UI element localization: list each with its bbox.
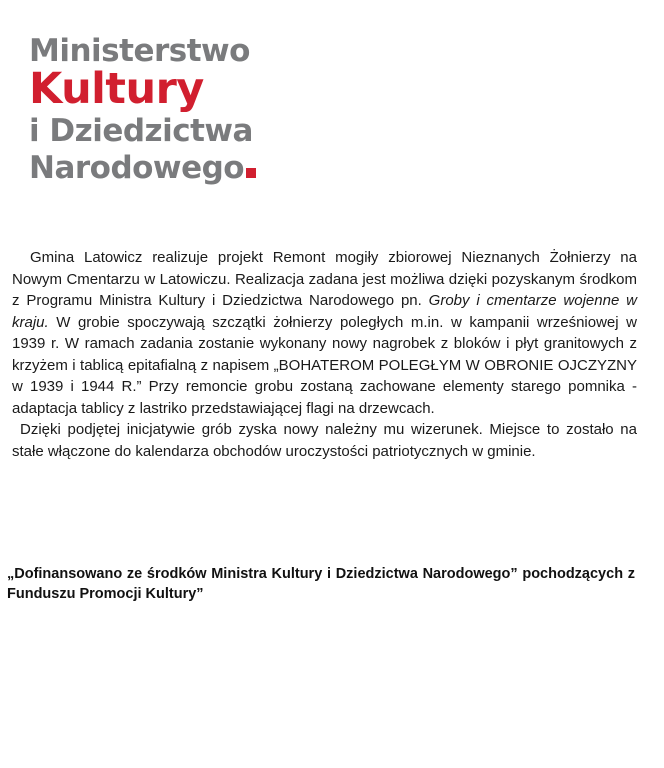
paragraph-project-part2: W grobie spoczywają szczątki żołnierzy poległych m.in. w kampanii wrześniowej w 1939 r. W ramach zadania zostanie wykonany nowy nagrobek z bloków i płyt granitowych z krzyżem i tablicą epitafialną z napisem „BOHATEROM POLEGŁYM W OBRONIE OJCZYZNY w 1939 i 1944 R.” Przy remoncie grobu zostaną zachowane elementy starego pomnika - adaptacja tablicy z lastriko przedstawiającej flagi na drzewcach. (12, 313, 637, 417)
logo-line-kultury: Kultury (29, 64, 204, 114)
funding-notice: „Dofinansowano ze środków Ministra Kultury i Dziedzictwa Narodowego” pochodzących z Funduszu Promocji Kultury” (7, 566, 635, 602)
paragraph-initiative: Dzięki podjętej inicjatywie grób zyska nowy należny mu wizerunek. Miejsce to zostało na stałe włączone do kalendarza obchodów uroczystości patriotycznych w gminie. (12, 421, 637, 460)
logo-line-narodowego-wrap (29, 150, 309, 186)
logo-line-ministerstwo: Ministerstwo (29, 33, 250, 69)
program-name: Groby i cmentarze wojenne w kraju. (12, 292, 637, 331)
ministry-logo (29, 33, 309, 186)
paragraph-project-part1: Gmina Latowicz realizuje projekt Remont mogiły zbiorowej Nieznanych Żołnierzy na Nowym Cmentarzu w Latowiczu. Realizacja zadana jest możliwa dzięki pozyskanym środkom z Programu Ministra Kultury i Dziedzictwa Narodowego pn. (12, 249, 637, 309)
project-description (12, 247, 637, 462)
logo-line-narodowego: Narodowego (29, 150, 245, 186)
logo-line-dziedzictwa: i Dziedzictwa (29, 113, 253, 149)
paragraph-project (12, 247, 637, 419)
logo-square-dot-icon (246, 168, 256, 178)
